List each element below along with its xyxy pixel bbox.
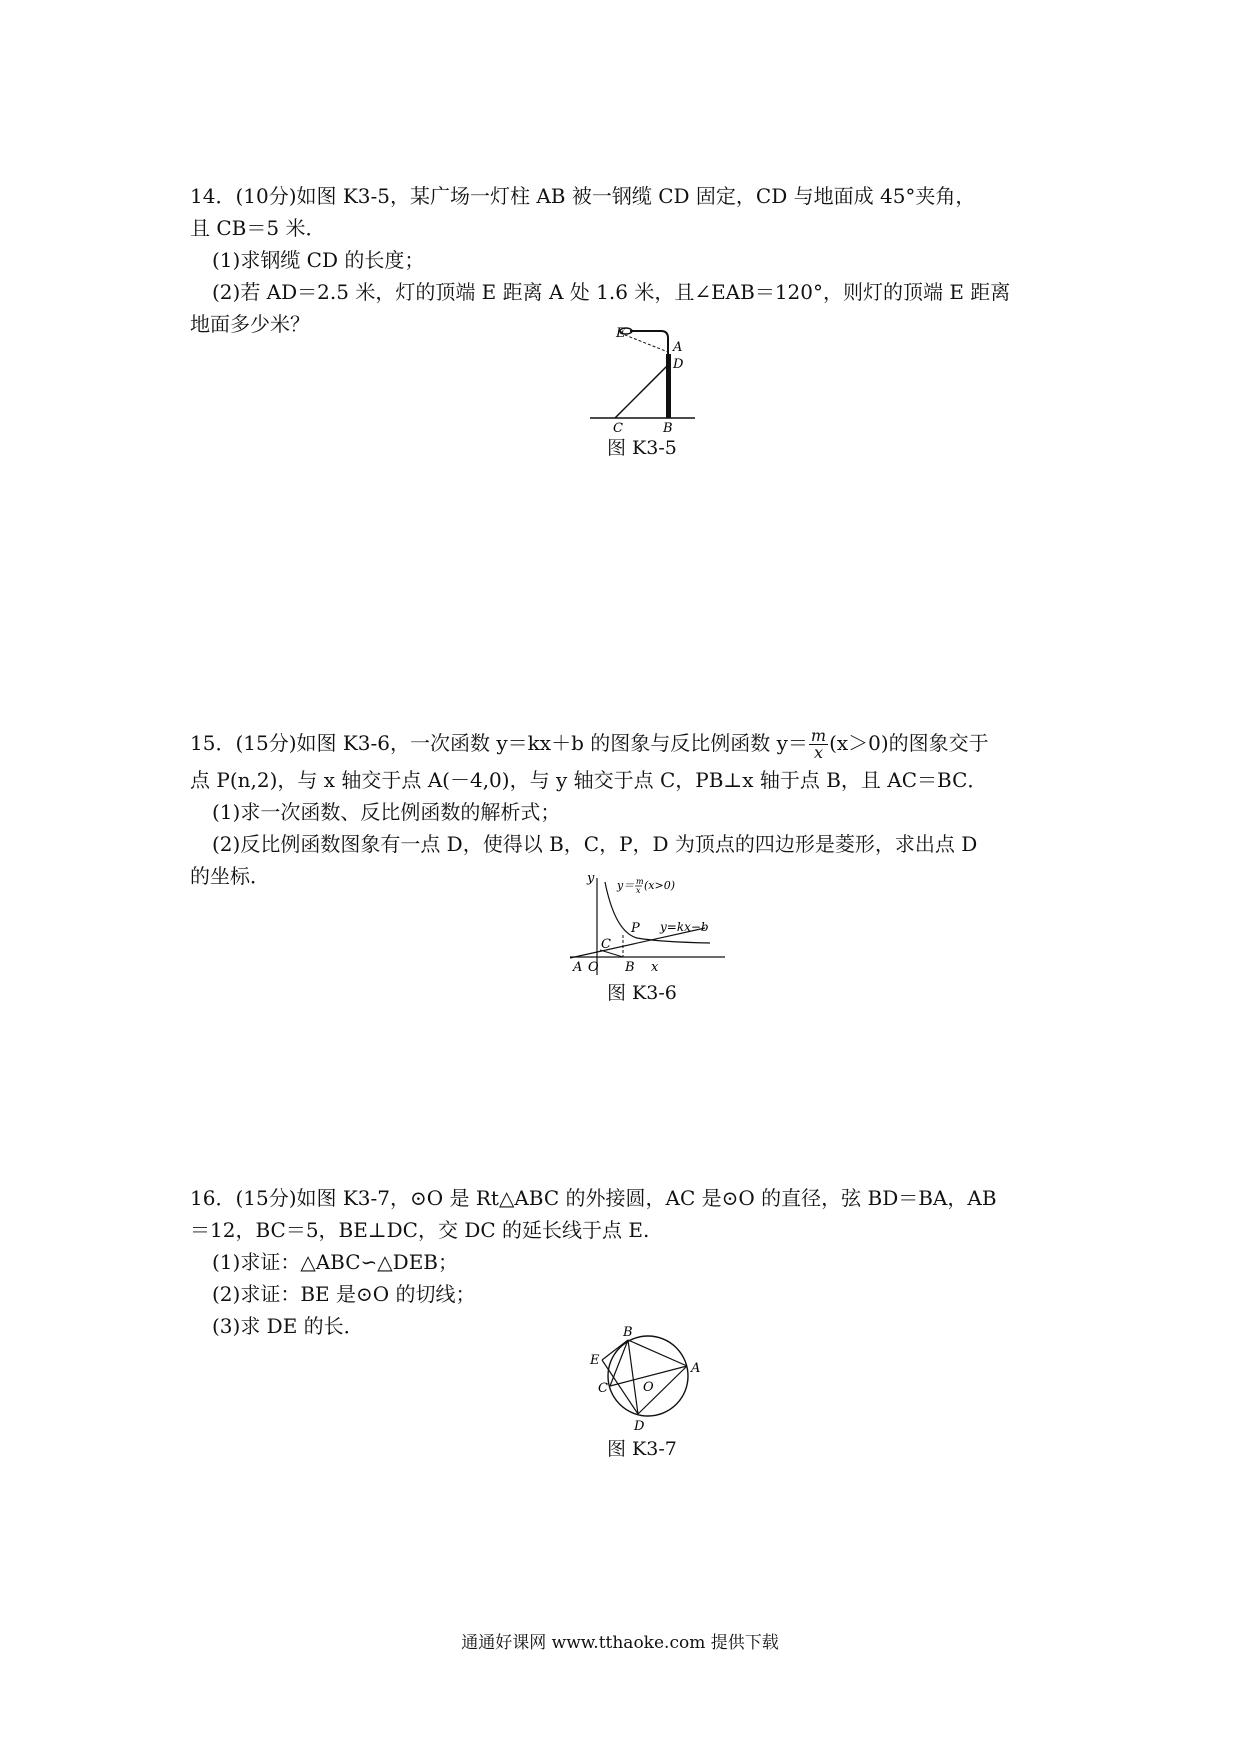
- q15-line-1-end: (x＞0)的图象交于: [829, 731, 989, 755]
- line-label: y=kx−b: [660, 920, 709, 934]
- axis-label-x: x: [651, 960, 659, 975]
- q14-line-5: 地面多少米？: [190, 312, 310, 336]
- q16-line-4: (2)求证：BE 是⊙O 的切线；: [212, 1282, 476, 1306]
- q16-line-3: (1)求证：△ABC∽△DEB；: [212, 1250, 458, 1274]
- label-o: O: [588, 960, 599, 975]
- q15-line-5: 的坐标．: [190, 864, 270, 888]
- figure-caption-k3-7: 图 K3-7: [607, 1438, 677, 1460]
- curve-label-denominator: x: [636, 886, 641, 895]
- fraction-numerator: m: [810, 726, 827, 745]
- q15-line-4: (2)反比例函数图象有一点 D，使得以 B，C，P，D 为顶点的四边形是菱形，求出点 D: [212, 832, 978, 856]
- q15-line-1-start: 15．(15分)如图 K3-6，一次函数 y＝kx＋b 的图象与反比例函数 y＝: [190, 731, 808, 755]
- label-d: D: [634, 1419, 645, 1434]
- label-c: C: [598, 1381, 608, 1396]
- q14-line-3: (1)求钢缆 CD 的长度；: [212, 248, 425, 272]
- q15-line-3: (1)求一次函数、反比例函数的解析式；: [212, 800, 561, 824]
- label-b: B: [625, 960, 635, 975]
- q15-line-1: [190, 728, 989, 761]
- axis-label-y: y: [587, 871, 595, 886]
- figure-k3-5: [580, 318, 710, 438]
- figure-caption-k3-5: 图 K3-5: [607, 437, 677, 459]
- label-b: B: [663, 421, 673, 436]
- figure-k3-7: [570, 1320, 720, 1435]
- curve-label-numerator: m: [636, 877, 644, 886]
- label-e: E: [590, 1353, 600, 1368]
- q16-line-2: ＝12，BC＝5，BE⊥DC，交 DC 的延长线于点 E.: [190, 1218, 650, 1242]
- q16-line-5: (3)求 DE 的长．: [212, 1314, 364, 1338]
- label-c: C: [613, 421, 623, 436]
- q14-line-4: (2)若 AD＝2.5 米，灯的顶端 E 距离 A 处 1.6 米，且∠EAB＝120°，则灯的顶端 E 距离: [212, 280, 1011, 304]
- fraction-denominator: x: [813, 743, 823, 762]
- label-e: E: [616, 326, 626, 341]
- q14-line-2: 且 CB＝5 米．: [190, 216, 326, 240]
- figure-k3-6: [565, 870, 730, 980]
- label-a: A: [673, 340, 683, 355]
- label-d: D: [673, 357, 684, 372]
- q16-line-1: 16．(15分)如图 K3-7，⊙O 是 Rt△ABC 的外接圆，AC 是⊙O 的直径，弦 BD＝BA，AB: [190, 1186, 997, 1210]
- curve-label-start: y＝: [617, 879, 635, 892]
- label-c: C: [601, 937, 611, 952]
- label-a: A: [691, 1361, 701, 1376]
- label-b: B: [623, 1325, 633, 1340]
- label-p: P: [631, 921, 640, 936]
- figure-caption-k3-6: 图 K3-6: [607, 982, 677, 1004]
- q14-line-1: 14．(10分)如图 K3-5，某广场一灯柱 AB 被一钢缆 CD 固定，CD 与地面成 45°夹角，: [190, 184, 976, 208]
- label-o: O: [643, 1380, 654, 1395]
- label-a: A: [573, 960, 583, 975]
- fraction-m-over-x: [809, 728, 828, 761]
- curve-label-end: (x>0): [644, 879, 676, 892]
- footer-text: 通通好课网 www.tthaoke.com 提供下载: [461, 1633, 779, 1653]
- q15-line-2: 点 P(n,2)，与 x 轴交于点 A(－4,0)，与 y 轴交于点 C，PB⊥x 轴于点 B，且 AC＝BC．: [190, 768, 988, 792]
